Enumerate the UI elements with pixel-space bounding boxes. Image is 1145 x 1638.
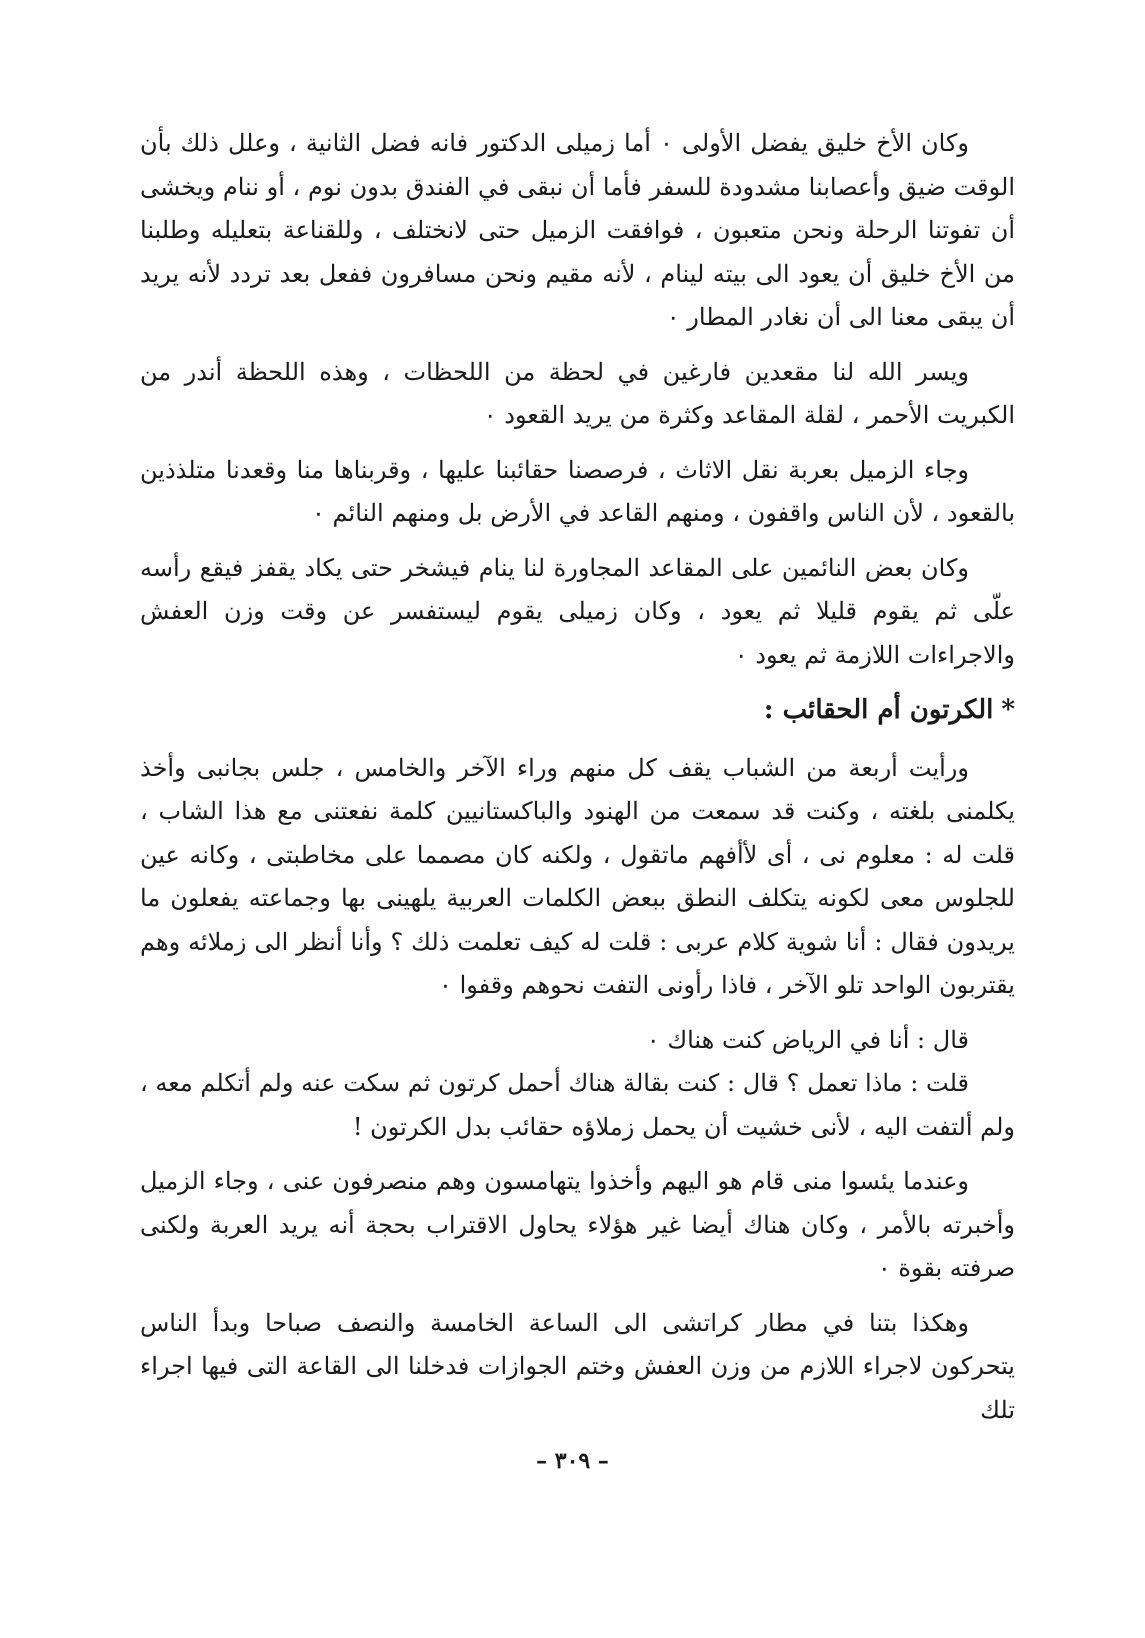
body-text [140, 122, 1015, 1443]
paragraph: وجاء الزميل بعربة نقل الاثاث ، فرصصنا حقائبنا عليها ، وقربناها منا وقعدنا متلذذين بالقعود ، لأن الناس واقفون ، ومنهم القاعد في الأرض بل ومنهم النائم ٠ [140, 455, 1015, 527]
paragraph: وهكذا بتنا في مطار كراتشى الى الساعة الخامسة والنصف صباحا وبدأ الناس يتحركون لاجراء اللازم من وزن العفش وختم الجوازات فدخلنا الى القاعة التى فيها اجراء تلك [140, 1308, 1015, 1424]
paragraph: قلت : ماذا تعمل ؟ قال : كنت بقالة هناك أحمل كرتون ثم سكت عنه ولم أتكلم معه ، ولم ألتفت اليه ، لأنى خشيت أن يحمل زملاؤه حقائب بدل الكرتون ! [140, 1069, 1015, 1141]
paragraph: ويسر الله لنا مقعدين فارغين في لحظة من اللحظات ، وهذه اللحظة أندر من الكبريت الأحمر ، لقلة المقاعد وكثرة من يريد القعود ٠ [140, 357, 1015, 429]
paragraph: ورأيت أربعة من الشباب يقف كل منهم وراء الآخر والخامس ، جلس بجانبى وأخذ يكلمنى بلغته ، وكنت قد سمعت من الهنود والباكستانيين كلمة نفعتنى مع هذا الشاب ، قلت له : معلوم نى ، أى لأأفهم ماتقول ، ولكنه كان مصمما على مخاطبتى ، وكانه عين للجلوس معى لكونه يتكلف النطق ببعض الكلمات العربية يلهينى بها وجماعته يفعلون ما يريدون فقال : أنا شوية كلام عربى : قلت له كيف تعلمت ذلك ؟ وأنا أنظر الى زملائه وهم يقتربون الواحد تلو الآخر ، فاذا رأونى التفت نحوهم وقفوا ٠ [140, 753, 1015, 999]
heading-text: الكرتون أم الحقائب : [763, 695, 994, 725]
paragraph: قال : أنا في الرياض كنت هناك ٠ [646, 1025, 969, 1054]
paragraph: وكان الأخ خليق يفضل الأولى ٠ أما زميلى الدكتور فانه فضل الثانية ، وعلل ذلك بأن الوقت ضيق وأعصابنا مشدودة للسفر فأما أن نبقى في الفندق بدون نوم ، أو ننام ويخشى أن تفوتنا الرحلة ونحن متعبون ، فوافقت الزميل حتى لانختلف ، وللقناعة بتعليله وطلبنا من الأخ خليق أن يعود الى بيته لينام ، لأنه مقيم ونحن مسافرون ففعل بعد تردد لأنه يريد أن يبقى معنا الى أن نغادر المطار ٠ [140, 129, 1015, 331]
paragraph: وعندما يئسوا منى قام هو اليهم وأخذوا يتهامسون وهم منصرفون عنى ، وجاء الزميل وأخبرته بالأمر ، وكان هناك أيضا غير هؤلاء يحاول الاقتراب بحجة أنه يريد العربة ولكنى صرفته بقوة ٠ [140, 1167, 1015, 1282]
section-heading [140, 689, 1015, 733]
paragraph: وكان بعض النائمين على المقاعد المجاورة لنا ينام فيشخر حتى يكاد يقفز فيقع رأسه علّى ثم يقوم قليلا ثم يعود ، وكان زميلى يقوم ليستفسر عن وقت وزن العفش والاجراءات اللازمة ثم يعود ٠ [140, 553, 1016, 669]
page-number: – ٣٠٩ – [536, 1448, 609, 1474]
heading-star: * [1001, 695, 1015, 725]
